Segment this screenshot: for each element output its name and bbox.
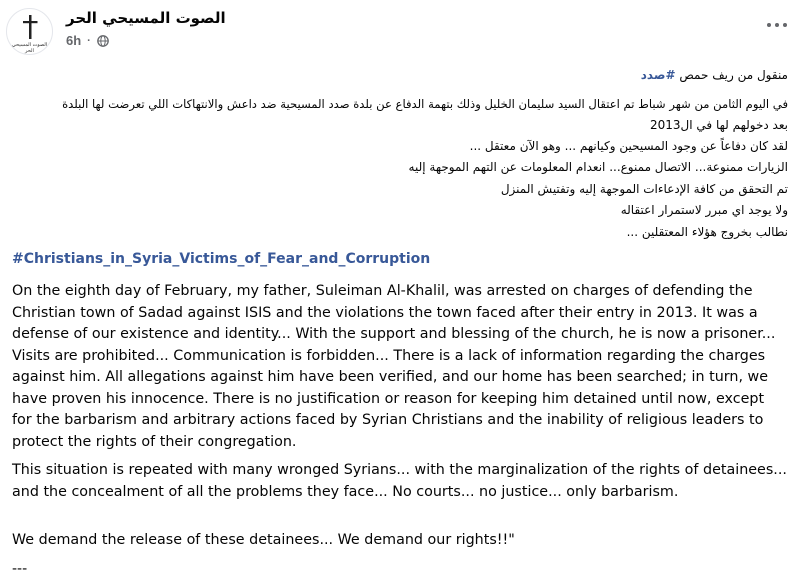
arabic-line-1: [12, 66, 788, 84]
meta-separator: ·: [87, 34, 91, 47]
post-meta: [66, 33, 109, 48]
arabic-line-4: لقد كان دفاعاً عن وجود المسيحين وكيانهم ... وهو الآن معتقل ...: [469, 139, 788, 153]
page-name-link[interactable]: الصوت المسيحي الحر: [66, 9, 226, 27]
english-paragraph-2: This situation is repeated with many wronged Syrians... with the marginalization of the rights of detainees... and the concealment of all the problems they face... No courts... no justice... only barbarism.: [12, 462, 787, 500]
avatar-caption: الصوت المسيحي الحر: [11, 42, 48, 54]
globe-icon[interactable]: [97, 35, 109, 47]
post-time[interactable]: 6h: [66, 33, 82, 48]
english-paragraph-3: We demand the release of these detainees... We demand our rights!!": [12, 532, 515, 548]
arabic-source: منقول من ريف حمص: [675, 68, 788, 82]
arabic-hashtag-link[interactable]: #صدد: [640, 68, 676, 82]
more-options-button[interactable]: [760, 12, 794, 38]
page-avatar[interactable]: [6, 8, 53, 55]
post-header: [0, 0, 800, 60]
arabic-line-2: في اليوم الثامن من شهر شباط تم اعتقال السيد سليمان الخليل وذلك بتهمة الدفاع عن بلدة صدد المسيحية ضد داعش والانتهاكات اللي تعرضت لها البلدة: [62, 97, 788, 111]
arabic-line-7: ولا يوجد اي مبرر لاستمرار اعتقاله: [620, 203, 788, 217]
arabic-line-5: الزيارات ممنوعة... الاتصال ممنوع... انعدام المعلومات عن التهم الموجهة إليه: [408, 160, 788, 174]
english-paragraph-1: On the eighth day of February, my father, Suleiman Al-Khalil, was arrested on charges of defending the Christian town of Sadad against ISIS and the violations the town faced after their entry in 2013. It was a defense of our existence and identity... With the support and blessing of the church, he is now a prisoner... Visits are prohibited... Communication is forbidden... There is a lack of information regarding the charges against him. All allegations against him have been verified, and our home has been searched; in turn, we have proven his innocence. There is no justification or reason for keeping him detained until now, except for the barbarism and arbitrary actions faced by Syrian Christians and the inability of religious leaders to protect the rights of their congregation.: [12, 283, 776, 450]
arabic-line-8: نطالب بخروج هؤلاء المعتقلين ...: [626, 225, 788, 239]
more-options-icon: [767, 23, 771, 27]
separator-dashes: ---: [12, 561, 28, 577]
english-hashtag-link[interactable]: #Christians_in_Syria_Victims_of_Fear_and_Corruption: [12, 251, 431, 267]
arabic-line-6: تم التحقق من كافة الإدعاءات الموجهة إليه وتفتيش المنزل: [500, 182, 788, 196]
arabic-line-3: بعد دخولهم لها في ال2013: [649, 118, 788, 132]
